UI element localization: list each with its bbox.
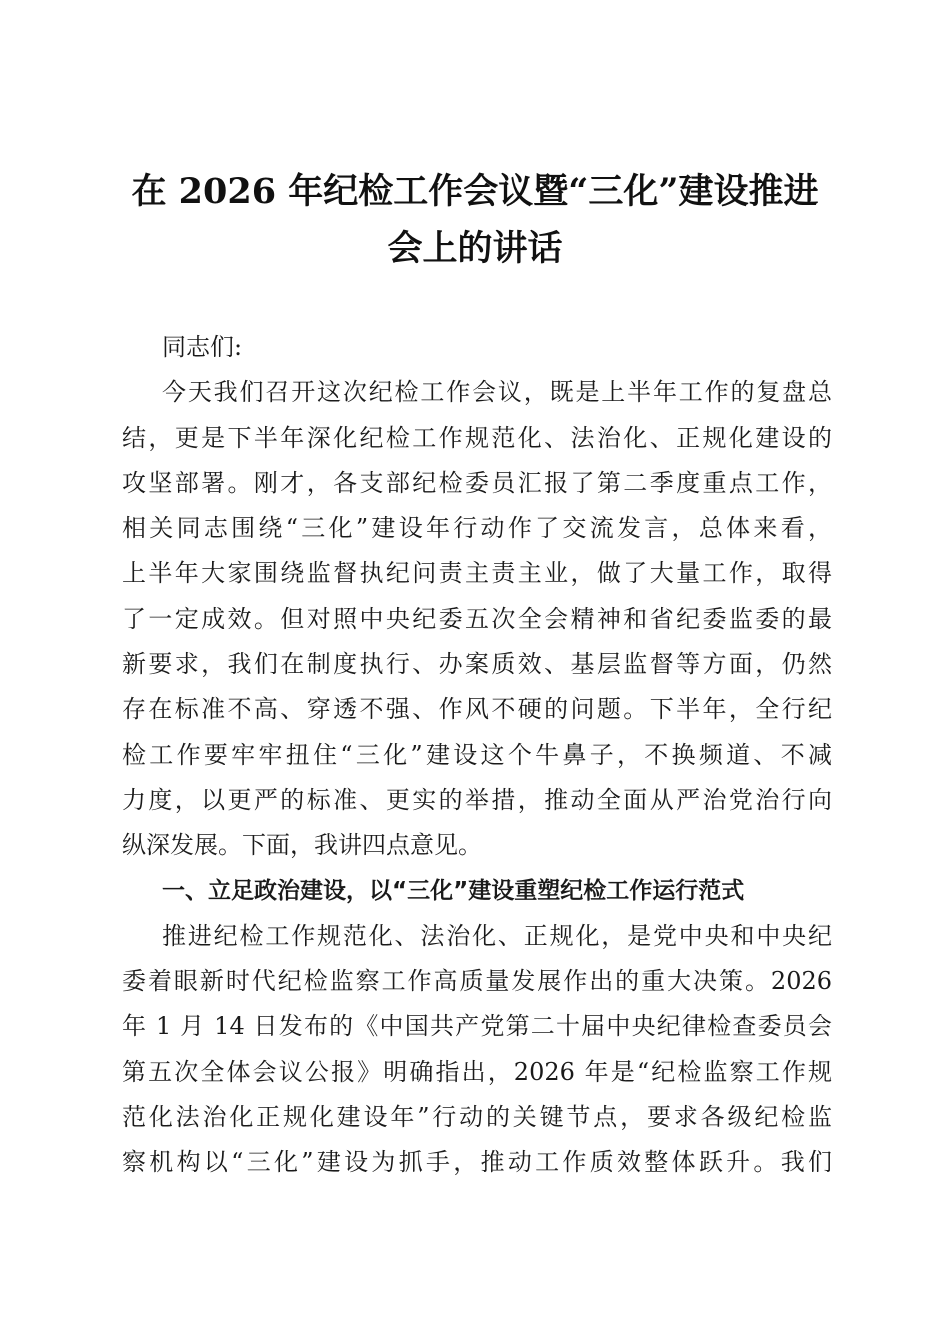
- paragraph-line: 存在标准不高、穿透不强、作风不硬的问题。下半年，全行纪: [122, 695, 832, 724]
- paragraph-line: 结，更是下半年深化纪检工作规范化、法治化、正规化建设的: [122, 423, 832, 452]
- paragraph-line: 年 1 月 14 日发布的《中国共产党第二十届中央纪律检查委员会: [122, 1012, 832, 1041]
- paragraph-line: 攻坚部署。刚才，各支部纪检委员汇报了第二季度重点工作，: [122, 468, 832, 497]
- paragraph-line: 察机构以“三化”建设为抓手，推动工作质效整体跃升。我们: [122, 1148, 832, 1177]
- paragraph-line: 新要求，我们在制度执行、办案质效、基层监督等方面，仍然: [122, 650, 832, 679]
- title-line-1: 在 2026 年纪检工作会议暨“三化”建设推进: [131, 171, 819, 212]
- document-title: [100, 163, 850, 277]
- paragraph-line: 今天我们召开这次纪检工作会议，既是上半年工作的复盘总: [162, 378, 832, 407]
- section-heading-1: 一、立足政治建设，以“三化”建设重塑纪检工作运行范式: [162, 877, 745, 904]
- title-line-2: 会上的讲话: [387, 228, 563, 269]
- greeting: 同志们:: [162, 333, 243, 361]
- paragraph-line: 第五次全体会议公报》明确指出，2026 年是“纪检监察工作规: [122, 1057, 832, 1086]
- paragraph-line: 推进纪检工作规范化、法治化、正规化，是党中央和中央纪: [162, 921, 832, 950]
- paragraph-1: [122, 370, 832, 868]
- paragraph-line: 范化法治化正规化建设年”行动的关键节点，要求各级纪检监: [122, 1103, 832, 1132]
- paragraph-line: 上半年大家围绕监督执纪问责主责主业，做了大量工作，取得: [122, 559, 832, 588]
- paragraph-line: 力度，以更严的标准、更实的举措，推动全面从严治党治行向: [122, 785, 832, 814]
- paragraph-2: [122, 914, 832, 1186]
- paragraph-line: 了一定成效。但对照中央纪委五次全会精神和省纪委监委的最: [122, 604, 832, 633]
- document-body: [122, 325, 832, 1186]
- paragraph-line: 相关同志围绕“三化”建设年行动作了交流发言，总体来看，: [122, 514, 832, 543]
- paragraph-line: 纵深发展。下面，我讲四点意见。: [122, 831, 482, 860]
- paragraph-line: 委着眼新时代纪检监察工作高质量发展作出的重大决策。2026: [122, 967, 832, 996]
- paragraph-line: 检工作要牢牢扭住“三化”建设这个牛鼻子，不换频道、不减: [122, 740, 832, 769]
